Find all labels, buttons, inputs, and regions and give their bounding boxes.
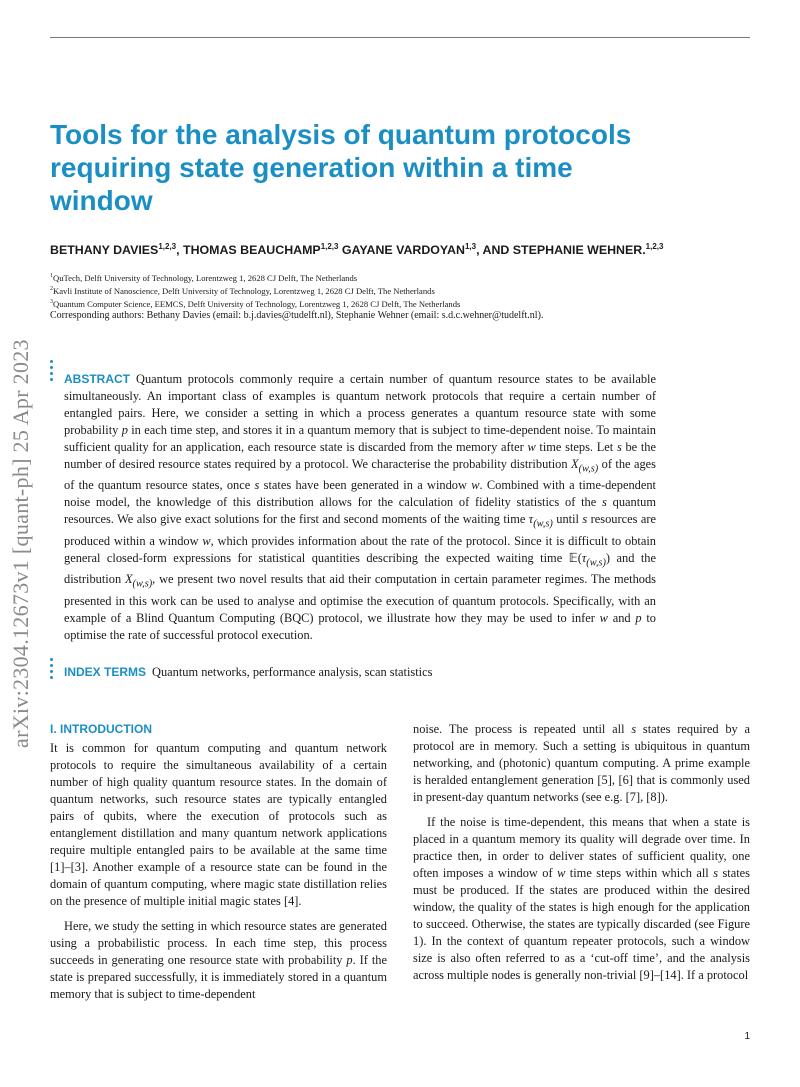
math-var: s [616,440,622,454]
affiliation-number: 1 [50,273,53,279]
paragraph-text: noise. The process is repeated until all [413,722,632,736]
math-var: p [121,423,128,437]
abstract-dots-icon [50,360,56,384]
math-var: s [631,722,637,736]
author-affil-sup: 1,3 [464,242,477,251]
affiliation-item [50,271,750,284]
abstract-text: , which provides information about the rate of the protocol. Since it is difficult to obtain general closed-form expressions for statistical quantities describing the expected waiting time [64,533,656,565]
math-var: s [582,512,588,527]
author-name: , AND STEPHANIE WEHNER. [476,243,646,258]
paper-title: Tools for the analysis of quantum protocols requiring state generation within a time window [50,119,632,216]
abstract-text: and [607,610,636,625]
top-rule [50,37,750,38]
math-var: w [471,478,480,493]
math-subscript: (w,s) [586,557,606,569]
paragraph-text: Here, we study the setting in which resource states are generated using a probabilistic process. In each time step, this process succeeds in generating one resource state with probability [50,919,387,967]
math-var: w [202,533,211,548]
abstract-text: , we present two novel results that aid their computation in certain parameter regimes. The methods presented in this work can be used to analyse and optimise the execution of quantum protocols. Specifically, with an example of a Blind Quantum Computing (BQC) protocol, we illustrate how they may be used to infer [64,572,656,625]
affiliation-text: Quantum Computer Science, EEMCS, Delft University of Technology, Lorentzweg 1, 2628 CJ Delft, The Netherlands [53,298,461,309]
math-var: s [602,495,607,510]
page-number: 1 [744,1031,750,1042]
affiliation-number: 3 [50,299,53,306]
author-affil-sup: 1,2,3 [158,242,177,251]
column-right [413,721,750,992]
math-var: X [124,572,133,587]
abstract-text: states have been generated in a window [259,478,472,493]
abstract-text: and the distribution [64,550,656,587]
math-var: w [527,440,536,454]
abstract-text: . Combined with a time-dependent noise model, the knowledge of this distribution allows for the calculation of fidelity statistics of the [64,478,656,510]
author-list [50,239,710,258]
math-var: w [599,610,608,625]
math-subscript: (w,s) [533,518,553,530]
index-terms [64,664,664,681]
math-var: p [635,610,642,625]
index-terms-text: Quantum networks, performance analysis, scan statistics [152,665,433,679]
author-name: BETHANY DAVIES [50,243,159,258]
abstract-text: quantum resources. We also give exact solutions for the first and second moments of the waiting time [64,495,656,527]
abstract-label: ABSTRACT [64,372,130,386]
paragraph-text: If the noise is time-dependent, this means that when a state is placed in a quantum memory its quality will degrade over time. In practice then, in order to deliver states of sufficient quality, one often imposes a window of [413,815,750,880]
index-terms-label: INDEX TERMS [64,665,147,679]
math-var: s [254,478,260,493]
affiliation-text: QuTech, Delft University of Technology, Lorentzweg 1, 2628 CJ Delft, The Netherlands [53,272,358,283]
abstract-text: resources are produced within a window [64,512,656,548]
affiliation-item [50,297,750,310]
math-expectation: 𝔼( [568,550,582,565]
abstract-text: until [552,512,583,527]
math-var: p [346,953,353,967]
author-name: , THOMAS BEAUCHAMP [176,243,321,258]
math-var: τ [581,550,587,565]
abstract-text: of the ages of the quantum resource states, once [64,457,656,493]
corresponding-authors: Corresponding authors: Bethany Davies (email: b.j.davies@tudelft.nl), Stephanie Wehner (email: s.d.c.wehner@tudelft.nl). [50,310,544,321]
paragraph-text: states must be produced. If the states are produced within the desired window, the quality of the states is high enough for the application to succeed. Otherwise, the states are typically discarded (see Figure 1). In the context of quantum repeater protocols, such a window size is also often referred to as a ‘cut-off time’, and the analysis across multiple nodes is generally non-trivial [9]–[14]. If a protocol [413,866,750,982]
abstract [64,371,656,644]
paragraph-text: states required by a protocol are in memory. Such a setting is ubiquitous in quantum networking, and (photonic) quantum computing. A prime example is heralded entanglement generation [5], [6] that is commonly used in present-day quantum networks (see e.g. [7], [8]). [413,722,750,804]
affiliations [50,271,750,310]
author-affil-sup: 1,2,3 [645,242,664,251]
affiliation-item [50,284,750,297]
abstract-text: time steps. Let [535,440,617,454]
section-heading: I. INTRODUCTION [50,722,152,736]
math-var: w [557,866,566,880]
paragraph: It is common for quantum computing and quantum network protocols to require the simultaneous availability of a certain number of high quality quantum resource states. In the domain of quantum networks, such resource states are typically entangled pairs of qubits, where the execution of protocols such as entanglement distillation and many quantum network applications require multiple entangled pairs to be available at the same time [1]–[3]. Another example of a resource state can be found in the domain of quantum computing, where magic state distillation relies on the presence of multiple initial magic states [4]. [50,741,387,908]
abstract-text: in each time step, and stores it in a quantum memory that is subject to time-dependent noise. To maintain sufficient quality for an application, each resource state is discarded from the memory after [64,423,656,454]
paragraph [413,814,750,984]
math-var: X [571,457,579,471]
math-var: s [713,866,719,880]
math-var: τ [528,512,534,527]
abstract-text: to optimise the rate of successful protocol execution. [64,610,656,642]
math-subscript: (w,s) [132,578,153,590]
paragraph [50,918,387,1003]
paragraph [413,721,750,806]
paragraph-text: . If the state is prepared successfully, it is immediately stored in a quantum memory that is subject to time-dependent [50,953,387,1001]
author-name: GAYANE VARDOYAN [338,243,465,258]
abstract-text: be the number of desired resource states required by a protocol. We characterise the probability distribution [64,440,657,471]
affiliation-text: Kavli Institute of Nanoscience, Delft University of Technology, Lorentzweg 1, 2628 CJ Delft, The Netherlands [53,285,435,296]
abstract-text: Quantum protocols commonly require a certain number of quantum resource states to be available simultaneously. An important class of examples is quantum network protocols that require a certain number of entangled pairs. Here, we consider a setting in which a process generates a quantum resource state with some probability [64,372,656,437]
affiliation-number: 2 [50,286,53,293]
column-left [50,721,387,1011]
index-dots-icon [50,658,56,682]
author-affil-sup: 1,2,3 [320,242,339,251]
math-subscript: (w,s) [578,463,599,475]
paragraph-text: time steps within which all [565,866,714,880]
math-expectation: ) [605,550,611,565]
